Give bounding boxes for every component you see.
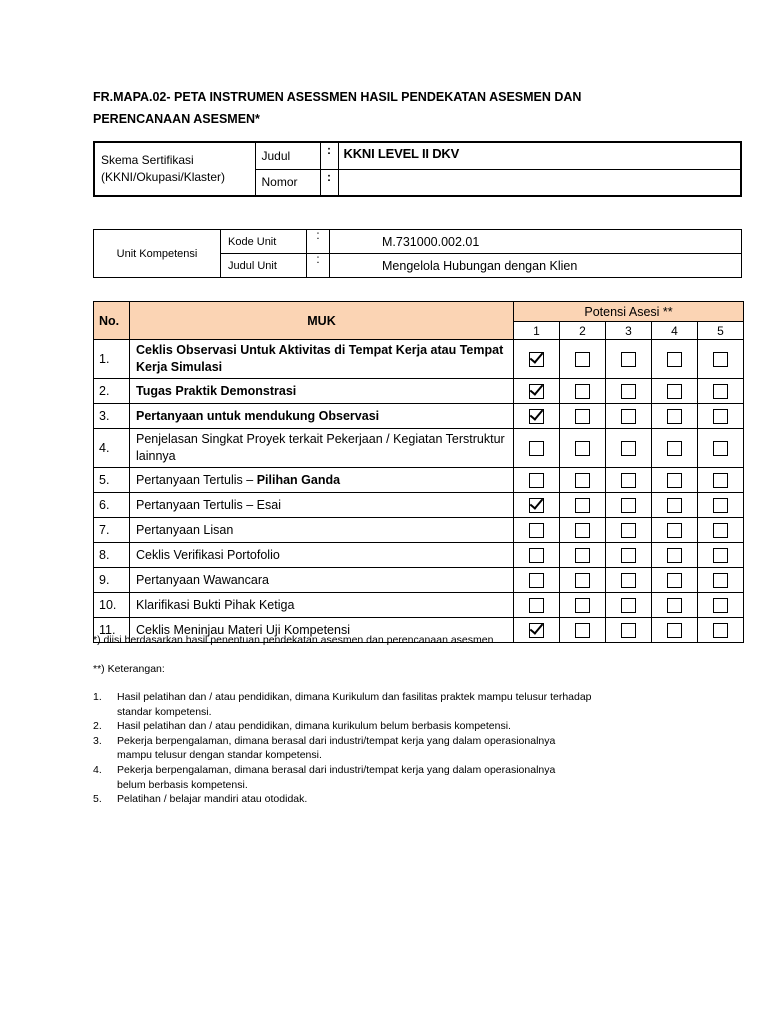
table-row	[94, 593, 744, 618]
judul-unit-value: Mengelola Hubungan dengan Klien	[330, 254, 742, 278]
list-text	[117, 734, 555, 763]
list-number: 4.	[93, 763, 102, 776]
potensi-cell	[606, 493, 652, 518]
potensi-cell	[560, 493, 606, 518]
row-number: 7.	[94, 518, 130, 543]
list-number: 5.	[93, 793, 102, 806]
skema-label	[94, 142, 255, 196]
potensi-cell	[652, 379, 698, 404]
muk-name: Ceklis Meninjau Materi Uji Kompetensi	[130, 618, 514, 643]
keterangan-list	[93, 690, 693, 807]
potensi-checkbox[interactable]	[529, 548, 544, 563]
potensi-checkbox[interactable]	[713, 623, 728, 638]
table-row	[94, 568, 744, 593]
potensi-checkbox[interactable]	[621, 598, 636, 613]
judul-value: KKNI LEVEL II DKV	[338, 142, 741, 169]
list-item	[93, 719, 693, 734]
row-number: 10.	[94, 593, 130, 618]
judul-label: Judul	[255, 142, 320, 169]
potensi-checkbox[interactable]	[713, 498, 728, 513]
potensi-cell	[698, 468, 744, 493]
potensi-cell	[560, 568, 606, 593]
row-number: 4.	[94, 429, 130, 468]
potensi-cell	[560, 543, 606, 568]
muk-table	[93, 301, 744, 643]
potensi-checkbox[interactable]	[575, 598, 590, 613]
potensi-cell	[698, 379, 744, 404]
potensi-cell	[560, 404, 606, 429]
potensi-cell	[698, 340, 744, 379]
potensi-checkbox[interactable]	[529, 473, 544, 488]
potensi-cell	[698, 543, 744, 568]
potensi-checkbox[interactable]	[621, 523, 636, 538]
potensi-cell	[652, 468, 698, 493]
potensi-checkbox[interactable]	[667, 573, 682, 588]
list-item	[93, 690, 693, 719]
list-text-line: belum berbasis kompetensi.	[117, 778, 248, 791]
muk-name-part: Pertanyaan Tertulis –	[136, 472, 257, 487]
potensi-cell	[514, 340, 560, 379]
kode-unit-label: Kode Unit	[221, 230, 307, 254]
row-number: 6.	[94, 493, 130, 518]
unit-label: Unit Kompetensi	[94, 230, 221, 278]
potensi-cell	[698, 493, 744, 518]
list-text-line: Pekerja berpengalaman, dimana berasal dari industri/tempat kerja yang dalam operasionalnya	[117, 763, 556, 776]
potensi-checkbox[interactable]	[575, 498, 590, 513]
potensi-checkbox[interactable]	[713, 352, 728, 367]
potensi-cell	[606, 429, 652, 468]
potensi-cell	[652, 518, 698, 543]
potensi-cell	[560, 468, 606, 493]
potensi-checkbox[interactable]	[621, 548, 636, 563]
judul-colon: :	[320, 142, 338, 169]
potensi-cell	[514, 493, 560, 518]
table-row	[94, 379, 744, 404]
potensi-checkbox[interactable]	[621, 473, 636, 488]
potensi-checkbox[interactable]	[667, 473, 682, 488]
judul-unit-label: Judul Unit	[221, 254, 307, 278]
potensi-checkbox[interactable]	[667, 598, 682, 613]
list-text-line: Pelatihan / belajar mandiri atau otodidak.	[117, 793, 308, 806]
potensi-checkbox[interactable]	[713, 384, 728, 399]
potensi-cell	[514, 593, 560, 618]
skema-label-line1: Skema Sertifikasi	[101, 153, 194, 167]
potensi-checkbox[interactable]	[713, 548, 728, 563]
table-row	[94, 340, 744, 379]
potensi-cell	[606, 340, 652, 379]
potensi-cell	[514, 379, 560, 404]
potensi-checkbox[interactable]	[529, 573, 544, 588]
potensi-checkbox[interactable]	[575, 409, 590, 424]
potensi-checkbox[interactable]	[575, 548, 590, 563]
potensi-cell	[652, 429, 698, 468]
list-item	[93, 792, 693, 807]
kode-unit-value: M.731000.002.01	[330, 230, 742, 254]
potensi-checkbox[interactable]	[621, 409, 636, 424]
potensi-cell	[606, 593, 652, 618]
row-number: 5.	[94, 468, 130, 493]
muk-name: Tugas Praktik Demonstrasi	[130, 379, 514, 404]
potensi-checkbox[interactable]	[621, 352, 636, 367]
list-text-line: Hasil pelatihan dan / atau pendidikan, dimana kurikulum belum berbasis kompetensi.	[117, 720, 511, 733]
list-number: 3.	[93, 734, 102, 747]
list-item	[93, 763, 693, 792]
potensi-cell	[514, 543, 560, 568]
judul-unit-colon: :	[307, 254, 330, 278]
document-title: FR.MAPA.02- PETA INSTRUMEN ASESSMEN HASIL PENDEKATAN ASESMEN DAN PERENCANAAN ASESMEN*	[93, 90, 582, 126]
potensi-checkbox[interactable]	[713, 523, 728, 538]
potensi-cell	[606, 518, 652, 543]
potensi-checkbox[interactable]	[713, 573, 728, 588]
potensi-checkbox[interactable]	[575, 623, 590, 638]
potensi-cell	[560, 379, 606, 404]
potensi-cell	[606, 543, 652, 568]
level-header: 4	[652, 322, 698, 340]
potensi-checkbox[interactable]	[529, 384, 544, 399]
row-number: 9.	[94, 568, 130, 593]
list-number: 1.	[93, 691, 102, 703]
potensi-checkbox[interactable]	[713, 409, 728, 424]
list-text-line: Pekerja berpengalaman, dimana berasal dari industri/tempat kerja yang dalam operasionalnya	[117, 734, 556, 747]
muk-name: Pertanyaan Wawancara	[130, 568, 514, 593]
potensi-checkbox[interactable]	[529, 352, 544, 367]
potensi-cell	[606, 468, 652, 493]
header-muk: MUK	[130, 302, 514, 340]
muk-name: Ceklis Observasi Untuk Aktivitas di Tempat Kerja atau Tempat Kerja Simulasi	[130, 340, 514, 379]
list-text-line: mampu telusur dengan standar kompetensi.	[117, 749, 322, 762]
potensi-checkbox[interactable]	[575, 523, 590, 538]
level-header: 5	[698, 322, 744, 340]
potensi-cell	[514, 518, 560, 543]
potensi-cell	[606, 379, 652, 404]
level-header: 3	[606, 322, 652, 340]
potensi-checkbox[interactable]	[667, 498, 682, 513]
list-text	[117, 763, 555, 792]
kode-unit-colon: :	[307, 230, 330, 254]
potensi-checkbox[interactable]	[713, 473, 728, 488]
potensi-checkbox[interactable]	[575, 352, 590, 367]
footnote-asterisk: *) diisi berdasarkan hasil penentuan pendekatan asesmen dan perencanaan asesmen	[93, 634, 494, 646]
potensi-cell	[560, 340, 606, 379]
muk-name-part-bold: Pilihan Ganda	[256, 472, 341, 487]
row-number: 11.	[94, 618, 130, 643]
potensi-checkbox[interactable]	[667, 523, 682, 538]
potensi-cell	[514, 618, 560, 643]
skema-table	[93, 141, 742, 197]
potensi-cell	[560, 518, 606, 543]
muk-name: Pertanyaan Lisan	[130, 518, 514, 543]
potensi-checkbox[interactable]	[529, 498, 544, 513]
potensi-cell	[560, 429, 606, 468]
muk-name	[130, 468, 514, 493]
unit-table	[93, 229, 742, 278]
potensi-checkbox[interactable]	[621, 498, 636, 513]
list-text	[117, 719, 511, 734]
potensi-cell	[606, 404, 652, 429]
potensi-cell	[606, 618, 652, 643]
row-number: 1.	[94, 340, 130, 379]
potensi-cell	[560, 593, 606, 618]
table-row	[94, 429, 744, 468]
potensi-cell	[698, 518, 744, 543]
footnote-keterangan: **) Keterangan:	[93, 663, 165, 675]
nomor-label: Nomor	[255, 169, 320, 196]
potensi-checkbox[interactable]	[529, 623, 544, 638]
table-row	[94, 543, 744, 568]
potensi-cell	[698, 429, 744, 468]
skema-label-line2: (KKNI/Okupasi/Klaster)	[101, 170, 226, 184]
level-header: 1	[514, 322, 560, 340]
potensi-cell	[652, 404, 698, 429]
potensi-cell	[698, 593, 744, 618]
potensi-checkbox[interactable]	[621, 441, 636, 456]
potensi-checkbox[interactable]	[621, 573, 636, 588]
table-row	[94, 404, 744, 429]
potensi-checkbox[interactable]	[713, 441, 728, 456]
muk-name: Klarifikasi Bukti Pihak Ketiga	[130, 593, 514, 618]
potensi-checkbox[interactable]	[529, 598, 544, 613]
potensi-checkbox[interactable]	[667, 384, 682, 399]
muk-name: Pertanyaan untuk mendukung Observasi	[130, 404, 514, 429]
potensi-cell	[698, 404, 744, 429]
potensi-cell	[652, 543, 698, 568]
list-text	[117, 792, 307, 807]
row-number: 3.	[94, 404, 130, 429]
potensi-cell	[652, 568, 698, 593]
potensi-cell	[698, 618, 744, 643]
table-row	[94, 468, 744, 493]
potensi-cell	[560, 618, 606, 643]
potensi-cell	[652, 493, 698, 518]
potensi-checkbox[interactable]	[575, 473, 590, 488]
potensi-checkbox[interactable]	[529, 523, 544, 538]
list-item	[93, 734, 693, 763]
potensi-checkbox[interactable]	[575, 384, 590, 399]
list-number: 2.	[93, 720, 102, 733]
list-text	[117, 690, 592, 719]
muk-name: Ceklis Verifikasi Portofolio	[130, 543, 514, 568]
potensi-cell	[652, 618, 698, 643]
nomor-value	[338, 169, 741, 196]
potensi-cell	[514, 429, 560, 468]
header-potensi: Potensi Asesi **	[514, 302, 744, 322]
potensi-checkbox[interactable]	[667, 623, 682, 638]
potensi-checkbox[interactable]	[575, 441, 590, 456]
potensi-checkbox[interactable]	[621, 384, 636, 399]
potensi-checkbox[interactable]	[667, 409, 682, 424]
potensi-checkbox[interactable]	[529, 409, 544, 424]
list-text-line: standar kompetensi.	[117, 705, 212, 718]
potensi-cell	[606, 568, 652, 593]
potensi-cell	[514, 468, 560, 493]
potensi-checkbox[interactable]	[575, 573, 590, 588]
level-header: 2	[560, 322, 606, 340]
potensi-cell	[652, 593, 698, 618]
table-row	[94, 493, 744, 518]
potensi-checkbox[interactable]	[667, 548, 682, 563]
potensi-checkbox[interactable]	[713, 598, 728, 613]
muk-name: Penjelasan Singkat Proyek terkait Pekerjaan / Kegiatan Terstruktur lainnya	[130, 429, 514, 468]
potensi-checkbox[interactable]	[667, 441, 682, 456]
list-text-line: Hasil pelatihan dan / atau pendidikan, dimana Kurikulum dan fasilitas praktek mampu telusur terhadap	[117, 691, 592, 703]
header-no: No.	[94, 302, 130, 340]
row-number: 8.	[94, 543, 130, 568]
potensi-checkbox[interactable]	[621, 623, 636, 638]
potensi-cell	[698, 568, 744, 593]
table-row	[94, 518, 744, 543]
nomor-colon: :	[320, 169, 338, 196]
potensi-checkbox[interactable]	[529, 441, 544, 456]
potensi-checkbox[interactable]	[667, 352, 682, 367]
potensi-cell	[652, 340, 698, 379]
potensi-cell	[514, 404, 560, 429]
row-number: 2.	[94, 379, 130, 404]
potensi-cell	[514, 568, 560, 593]
muk-name: Pertanyaan Tertulis – Esai	[130, 493, 514, 518]
